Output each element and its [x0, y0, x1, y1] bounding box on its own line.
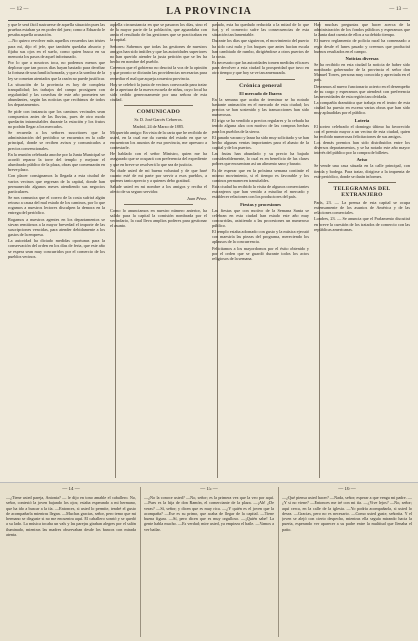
paragraph: Las fiestas que con motivo de la Semana Santa se celebran en esta ciudad han estado este año muy concurridas, asistiendo a las procesiones un numeroso público.: [212, 207, 309, 228]
paragraph: Por lo que a nosotros toca, no podemos menos que deplorar que tan pocos días hayan bastado para derribar la fortuna de una familia honrada, y que a la sombra de la ley se cometan atentados que la razón no puede justificar.: [8, 60, 105, 81]
paragraph: Se ha recibido en esta ciudad la noticia de haber sido nombrado gobernador de la provincia el señor don Manuel Torres, persona muy conocida y apreciada en el país.: [314, 61, 410, 83]
page-number: — 15 —: [200, 487, 218, 492]
section-divider: [226, 79, 295, 80]
paragraph: pasado, esta ha quedado reducida a la mitad de lo que fue, y el comercio sufre las consecuencias de esta situación tan lamentable.: [212, 22, 309, 38]
paragraph: El nuevo reglamento de policía rural ha comenzado a regir desde el lunes pasado y creemos que producirá buenos resultados en el campo.: [314, 38, 410, 54]
paragraph: Se pide con instancia que los caminos vecinales sean compuestos antes de las lluvias, pues de otro modo quedarán intransitables durante la estación y los frutos no podrán llegar a los mercados.: [8, 108, 105, 129]
section-divider: [328, 182, 396, 183]
paragraph: Las frutas han abundado y su precio ha bajado considerablemente, lo cual es en beneficio de las clases pobres que encuentran así un alimento sano y barato.: [212, 151, 309, 167]
page-number-left: — 12 —: [10, 7, 29, 12]
paragraph: He hablado con el señor Ministro, quien me ha asegurado que se ocupará con preferencia del expediente y que en breve se resolverá lo que sea de justicia.: [110, 151, 207, 167]
comunicado-signature: Juan Pérez.: [186, 195, 207, 201]
comunicado-date: Madrid, 24 de Marzo de 1885.: [132, 123, 185, 129]
paragraph: Londres, 23. — Se anuncia que el Parlamento discutirá en breve la cuestión de los tratados de comercio con las repúblicas americanas.: [314, 216, 410, 232]
paragraph: En la reunión celebrada anoche por la Junta Municipal se acordó reparar la torre del templo y mejorar el alumbrado público de la plaza, obras que comenzarán en breve plazo.: [8, 151, 105, 173]
paragraph: Es de esperar que en la próxima semana continúe el mismo movimiento, si el tiempo es favorable y los caminos permanecen transitables.: [212, 167, 309, 183]
paragraph: Hay muchas preguntas que hacer acerca de la administración de los fondos públicos y esperamos que la Junta dará cuenta de ellos a su debido tiempo.: [314, 22, 410, 38]
paragraph: Durante los días que siguieron, el movimiento del puerto ha sido casi nulo y los buques que antes hacían escala han cambiado de rumbo, dirigiéndose a otros puertos de la costa.: [212, 38, 309, 59]
paragraph: Se vende una casa situada en la calle principal, con tienda y bodega. Para tratar, dirigirse a la imprenta de este periódico, donde se darán informes.: [314, 163, 410, 179]
subheading: El mercado de Ibarra: [239, 90, 282, 96]
newspaper-title: LA PROVINCIA: [166, 6, 252, 17]
paragraph: La compañía dramática que trabaja en el teatro de esta ciudad ha puesto en escena varias obras que han sido muy aplaudidas por el público.: [314, 100, 410, 116]
telegram-heading: TELEGRAMAS DEL EXTRANJERO: [333, 185, 391, 198]
column-2: [110, 22, 207, 478]
paragraph: Esta ciudad ha recibido la visita de algunos comerciantes extranjeros que han venido a estudiar el mercado y establecer relaciones con los productores del país.: [212, 184, 309, 200]
paragraph: El templo estaba adornado con gusto y la música ejecutó con maestría las piezas del programa, mereciendo los aplausos de la concurrencia.: [212, 229, 309, 245]
paragraph: y que le será fácil sustraerse de aquella situación pues las pruebas estaban ya en poder del juez; como a Eduardo le pesaba aquella acusación.: [8, 22, 105, 38]
column-3: [212, 22, 309, 478]
paragraph: Se nos comunica que el correo de la costa sufrirá algún retraso a causa del mal estado de los caminos, por lo que rogamos a nuestros lectores disculpen la demora en la entrega del periódico.: [8, 195, 105, 216]
paragraph: Con placer consignamos la llegada a esta ciudad de varios vecinos que regresan de la capital, donde han permanecido algunos meses atendiendo sus negocios particulares.: [8, 173, 105, 194]
columns: [8, 22, 410, 478]
comunicado-heading: COMUNICADO: [136, 109, 181, 116]
paragraph: Salude usted en mi nombre a los amigos y reciba el afecto de su seguro servidor.: [110, 184, 207, 195]
page-number: — 14 —: [62, 487, 80, 492]
lower-page-3: [282, 487, 412, 637]
page-number-right: — 13 —: [389, 7, 408, 12]
paragraph: —¿Qué piensa usted hacer? —Nada, señor; esperar a que venga mi padre. —¿Y si no viene? —Entonces me iré con mi tía. —¿Vive lejos? —No, señor; aquí cerca, en la calle de la iglesia. —Yo podría acompañarla, si usted lo desea. —Gracias, pero no es necesario. —Como usted guste, señorita. Y el joven se alejó con cierto despecho, mientras ella seguía mirando hacia la puerta, esperando ver aparecer a su padre entre la multitud que llenaba el patio.: [282, 495, 412, 532]
paragraph: Se recuerda a los señores suscritores que la administración del periódico se encuentra en la calle principal, donde se reciben avisos y comunicados a precios convencionales.: [8, 130, 105, 151]
paragraph: Hoy se celebró la junta de vecinos convocada para tratar de la apertura de la nueva escuela de niñas, cuyo local ha sido cedido generosamente por una señora de esta ciudad.: [110, 81, 207, 103]
section-divider: [124, 105, 193, 106]
paragraph: Es necesario que las autoridades tomen medidas eficaces para devolver a esta ciudad la prosperidad que tuvo en otro tiempo y que hoy se ve tan amenazada.: [212, 60, 309, 76]
column-rule: [140, 487, 141, 637]
lower-page-2: [144, 487, 274, 637]
section-divider: [124, 204, 193, 205]
subheading: Aviso: [356, 157, 368, 163]
subheading: Noticias diversas: [345, 55, 379, 61]
paragraph: aquella circunstancia en que se pasaron los días, sino el de la mayor parte de la población, que aguardaba con ansia el resultado de las gestiones que se practicaban en la capital.: [110, 22, 207, 43]
paragraph: Los demás premios han sido distribuidos entre los diversos departamentos, y se ha notado este año mayor interés del público por la compra de billetes.: [314, 139, 410, 156]
column-1: [8, 22, 105, 478]
cronica-heading: Crónica general: [239, 82, 282, 89]
paragraph: La situación de la provincia es hoy de completa tranquilidad; los trabajos del campo prosiguen con regularidad y las cosechas de este año prometen ser abundantes, según las noticias que recibimos de todos los departamentos.: [8, 81, 105, 108]
column-rule: [278, 487, 279, 637]
paragraph: En la semana que acaba de terminar se ha notado bastante animación en el mercado de esta ciudad; los precios se han sostenido y las transacciones han sido numerosas.: [212, 96, 309, 118]
paragraph: París, 23. — La prensa de esta capital se ocupa extensamente de los asuntos de América y de las relaciones comerciales.: [314, 199, 410, 216]
paragraph: La autoridad ha dictado medidas oportunas para la conservación del orden en los días de feria, que este año se espera sean muy concurridos por el comercio de los pueblos vecinos.: [8, 238, 105, 259]
paragraph: Señores: Sabemos que todas las gestiones de nuestros amigos han sido inútiles y que las autoridades superiores no han querido atender la justa petición que se les ha hecho en nombre del pueblo.: [110, 43, 207, 65]
paragraph: El sorteo celebrado el domingo último ha favorecido con el premio mayor a un vecino de esta ciudad, quien ha recibido numerosas felicitaciones de sus amigos.: [314, 123, 410, 139]
paragraph: Mi querido amigo: En vista de la carta que he recibido de usted, en la cual me da cuenta del estado en que se encuentran los asuntos de esa provincia, me apresuro a contestarle.: [110, 129, 207, 151]
paragraph: —No quiero revolver más aquellos recuerdos tan tristes para mí, dijo el jefe, que también quedaba absorto y fijaba sus ojos en el suelo, como quien busca en su memoria los pasos de aquel infortunado.: [8, 38, 105, 59]
paragraph: El trigo se ha vendido a precios regulares y la cebada ha tenido alguna alza con motivo de las compras hechas para los pueblos de la sierra.: [212, 118, 309, 134]
paragraph: No dude usted de mi buena voluntad y de que haré cuanto esté de mi parte por servir a esos pueblos, a quienes tanto aprecio y a quienes debo gratitud.: [110, 167, 207, 184]
paragraph: Felicitamos a los mayordomos por el éxito obtenido y por el orden que se guardó durante todos los actos religiosos de la semana.: [212, 245, 309, 261]
paragraph: El ganado vacuno y lanar ha sido muy solicitado y se han hecho algunas ventas importantes para el abasto de la capital y de los puertos.: [212, 134, 309, 150]
comunicado-addressee: Sr. D. José Garcés Cebreros.: [134, 117, 183, 123]
paragraph: —¿No la conoce usted? —No, señor; es la primera vez que la veo por aquí. —Pues es la hija de don Ramón, el comerciante de la plaza. —¡Ah! ¿De veras? —Sí, señor; y dicen que es muy rica. —¿Y quién es el joven que la acompaña? —Ese es su primo, que acaba de llegar de la capital. —Tiene buena figura. —Sí, pero dicen que es muy orgulloso. —¡Quién sabe! La gente habla mucho. —Es verdad; mire usted, ya empieza el baile. —Vamos a ver bailar.: [144, 495, 274, 532]
lower-page-1: [6, 487, 136, 637]
subheading: Lotería: [354, 117, 370, 123]
masthead: [8, 4, 410, 21]
paragraph: Como lo anunciamos en nuestro número anterior, ha salido para la capital la comisión nombrada por el vecindario, la cual lleva amplios poderes para gestionar el asunto.: [110, 207, 207, 228]
upper-page: [8, 4, 410, 480]
paragraph: Deseamos al nuevo funcionario acierto en el desempeño de su cargo y esperamos que atenderá con preferencia las necesidades de esta región tan olvidada.: [314, 83, 410, 99]
page-number: — 16 —: [338, 487, 356, 492]
paragraph: Creemos que el gobierno no desoirá la voz de la opinión y que pronto se dictarán las providencias necesarias para remediar el mal que aqueja a nuestra provincia.: [110, 65, 207, 81]
lower-page-strip: [0, 482, 418, 641]
paragraph: Rogamos a nuestros agentes en los departamentos se sirvan remitirnos a la mayor brevedad el importe de las suscripciones vencidas, para atender debidamente a los gastos de la empresa.: [8, 216, 105, 238]
column-4: [314, 22, 410, 478]
paragraph: —¿Tiene usted pareja, Antonia? — le dijo en tono amable el caballero. No, señor, contestó la joven bajando los ojos; estaba esperando a mi hermano, que ha ido a buscar a la tía. —Entonces, si usted lo permite, tendré el gusto de acompañarla mientras llegan. —Muchas gracias, señor, pero temo que mi hermano se disguste si no me encuentra aquí. El caballero sonrió y se quedó a su lado. La música tocaba un vals y las parejas giraban alegres por el salón iluminado, mientras las madres observaban desde los bancos con mirada atenta.: [6, 495, 136, 538]
subheading: Fiestas y procesiones: [240, 201, 281, 207]
